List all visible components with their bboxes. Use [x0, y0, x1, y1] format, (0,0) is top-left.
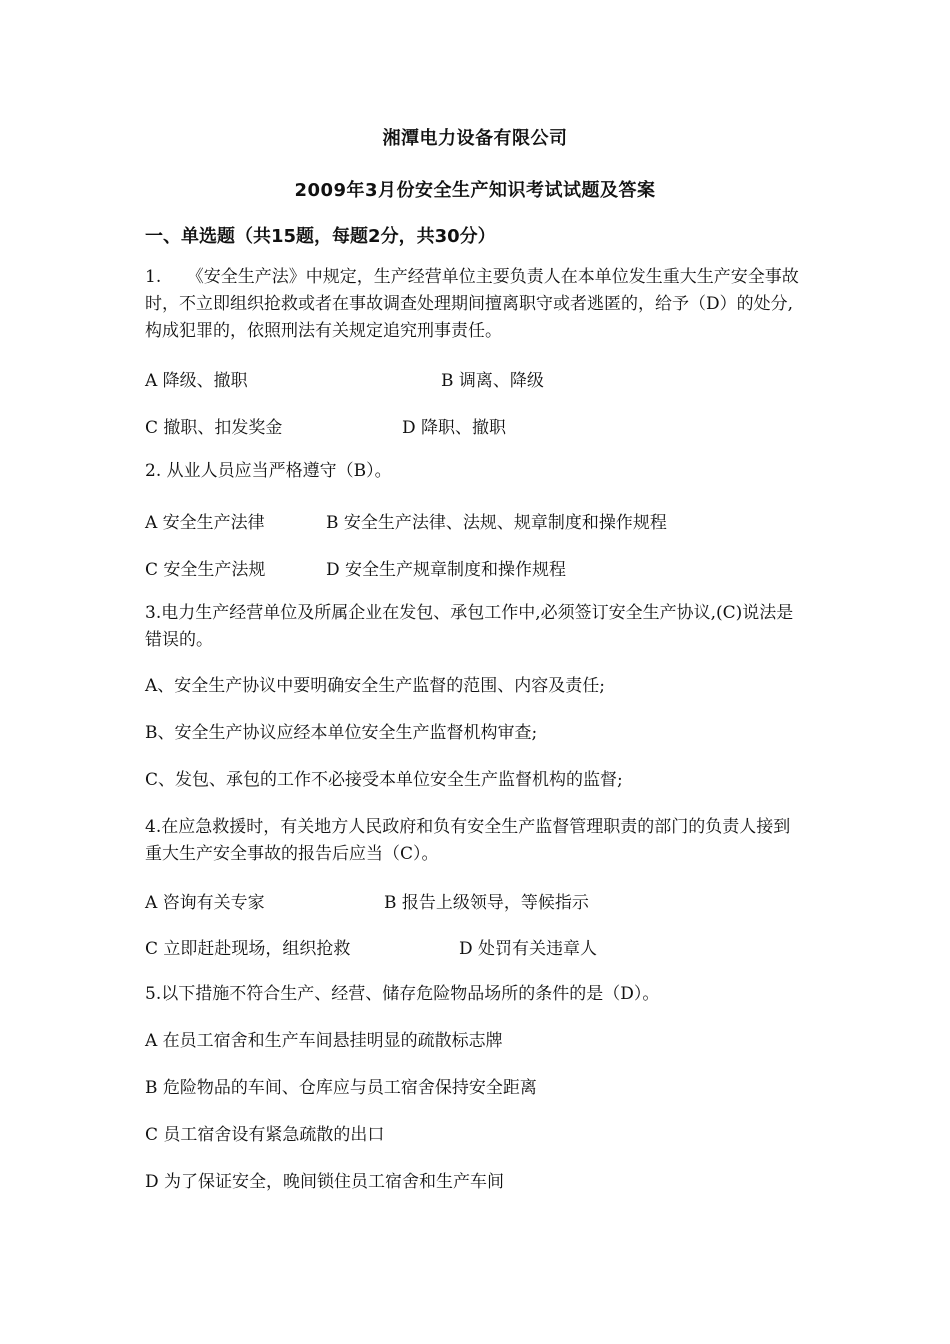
question-5-option-d: D 为了保证安全，晚间锁住员工宿舍和生产车间 [145, 1172, 505, 1192]
question-4-option-a: A 咨询有关专家 [145, 893, 265, 913]
question-4-option-d: D 处罚有关违章人 [459, 939, 598, 959]
exam-title: 2009年3月份安全生产知识考试试题及答案 [294, 180, 656, 201]
question-3-option-c: C、发包、承包的工作不必接受本单位安全生产监督机构的监督; [145, 770, 623, 790]
question-2-text: 2. 从业人员应当严格遵守（B）。 [145, 461, 392, 481]
question-1-option-a: A 降级、撤职 [145, 371, 248, 391]
question-5-option-b: B 危险物品的车间、仓库应与员工宿舍保持安全距离 [145, 1078, 537, 1098]
question-2-option-a: A 安全生产法律 [145, 513, 265, 533]
section-heading: 一、单选题（共15题，每题2分，共30分） [145, 226, 496, 247]
question-5-text: 5.以下措施不符合生产、经营、储存危险物品场所的条件的是（D）。 [145, 984, 660, 1004]
question-5-option-a: A 在员工宿舍和生产车间悬挂明显的疏散标志牌 [145, 1031, 503, 1051]
question-5-option-c: C 员工宿舍设有紧急疏散的出口 [145, 1125, 385, 1145]
question-2-option-c: C 安全生产法规 [145, 560, 266, 580]
question-1-option-b: B 调离、降级 [441, 371, 544, 391]
question-2-option-b: B 安全生产法律、法规、规章制度和操作规程 [326, 513, 667, 533]
question-3-option-a: A、安全生产协议中要明确安全生产监督的范围、内容及责任; [145, 676, 606, 696]
question-3-text: 3.电力生产经营单位及所属企业在发包、承包工作中,必须签订安全生产协议,(C)说法是错误的。 [145, 603, 794, 650]
question-4-option-c: C 立即赶赴现场，组织抢救 [145, 939, 351, 959]
question-1-option-d: D 降职、撤职 [402, 418, 507, 438]
question-4-text: 4.在应急救援时，有关地方人民政府和负有安全生产监督管理职责的部门的负责人接到重大生产安全事故的报告后应当（C）。 [145, 817, 791, 864]
question-1-option-c: C 撤职、扣发奖金 [145, 418, 283, 438]
question-3-option-b: B、安全生产协议应经本单位安全生产监督机构审查; [145, 723, 538, 743]
question-2-option-d: D 安全生产规章制度和操作规程 [326, 560, 567, 580]
question-1-text: 1. 《安全生产法》中规定，生产经营单位主要负责人在本单位发生重大生产安全事故时，不立即组织抢救或者在事故调查处理期间擅离职守或者逃匿的，给予（D）的处分,构成犯罪的，依照刑法有关规定追究刑事责任。 [145, 267, 799, 341]
company-title: 湘潭电力设备有限公司 [382, 128, 568, 149]
question-4-option-b: B 报告上级领导，等候指示 [384, 893, 589, 913]
